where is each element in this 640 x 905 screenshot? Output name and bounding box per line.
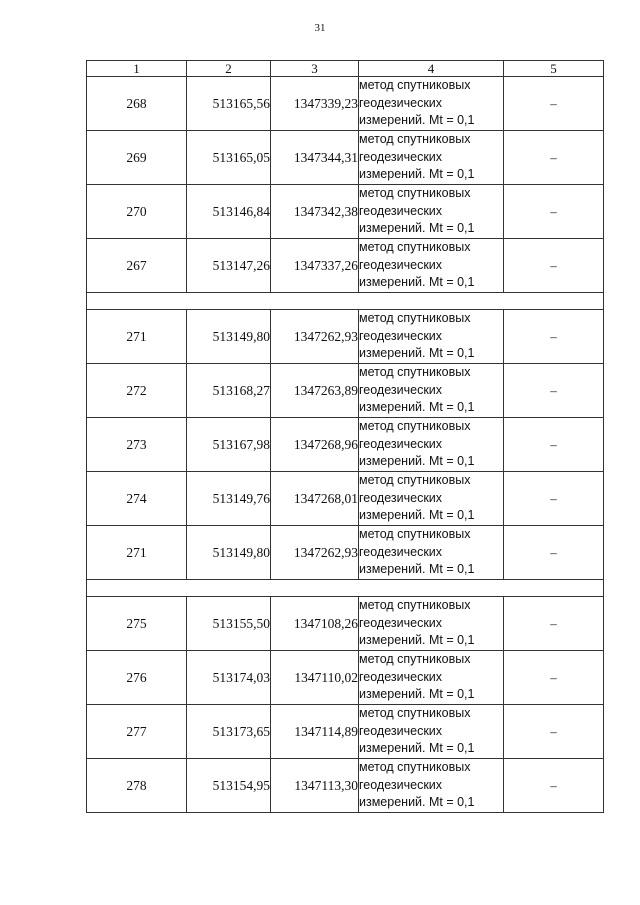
header-col-4: 4: [359, 61, 504, 77]
note-cell: –: [504, 705, 604, 759]
point-number-cell: 270: [87, 185, 187, 239]
table-row: [87, 310, 604, 364]
table-row: [87, 77, 604, 131]
note-cell: –: [504, 651, 604, 705]
x-coordinate-cell: 513149,76: [187, 472, 271, 526]
table-row: [87, 705, 604, 759]
method-cell: метод спутниковых геодезических измерений. Mt = 0,1: [359, 705, 504, 759]
point-number-cell: 271: [87, 526, 187, 580]
x-coordinate-cell: 513147,26: [187, 239, 271, 293]
y-coordinate-cell: 1347113,30: [271, 759, 359, 813]
y-coordinate-cell: 1347262,93: [271, 310, 359, 364]
x-coordinate-cell: 513149,80: [187, 310, 271, 364]
x-coordinate-cell: 513168,27: [187, 364, 271, 418]
note-cell: –: [504, 759, 604, 813]
y-coordinate-cell: 1347110,02: [271, 651, 359, 705]
point-number-cell: 271: [87, 310, 187, 364]
point-number-cell: 275: [87, 597, 187, 651]
method-cell: метод спутниковых геодезических измерений. Mt = 0,1: [359, 418, 504, 472]
group-separator-cell: [87, 580, 604, 597]
y-coordinate-cell: 1347114,89: [271, 705, 359, 759]
y-coordinate-cell: 1347108,26: [271, 597, 359, 651]
table-row: [87, 418, 604, 472]
table-row: [87, 759, 604, 813]
table-row: [87, 597, 604, 651]
method-cell: метод спутниковых геодезических измерений. Mt = 0,1: [359, 364, 504, 418]
method-cell: метод спутниковых геодезических измерений. Mt = 0,1: [359, 472, 504, 526]
point-number-cell: 277: [87, 705, 187, 759]
group-separator-cell: [87, 293, 604, 310]
x-coordinate-cell: 513167,98: [187, 418, 271, 472]
table-header-row: [87, 61, 604, 77]
point-number-cell: 272: [87, 364, 187, 418]
x-coordinate-cell: 513146,84: [187, 185, 271, 239]
note-cell: –: [504, 77, 604, 131]
table-row: [87, 185, 604, 239]
method-cell: метод спутниковых геодезических измерений. Mt = 0,1: [359, 759, 504, 813]
page-number: 31: [314, 22, 326, 34]
y-coordinate-cell: 1347263,89: [271, 364, 359, 418]
note-cell: –: [504, 526, 604, 580]
x-coordinate-cell: 513165,05: [187, 131, 271, 185]
x-coordinate-cell: 513154,95: [187, 759, 271, 813]
note-cell: –: [504, 185, 604, 239]
point-number-cell: 273: [87, 418, 187, 472]
group-separator-row: [87, 293, 604, 310]
note-cell: –: [504, 597, 604, 651]
table-row: [87, 651, 604, 705]
method-cell: метод спутниковых геодезических измерений. Mt = 0,1: [359, 185, 504, 239]
point-number-cell: 267: [87, 239, 187, 293]
method-cell: метод спутниковых геодезических измерений. Mt = 0,1: [359, 77, 504, 131]
coordinates-table: [86, 60, 604, 813]
header-col-2: 2: [187, 61, 271, 77]
note-cell: –: [504, 418, 604, 472]
x-coordinate-cell: 513149,80: [187, 526, 271, 580]
note-cell: –: [504, 364, 604, 418]
group-separator-row: [87, 580, 604, 597]
point-number-cell: 269: [87, 131, 187, 185]
table-body: [87, 77, 604, 813]
table-row: [87, 472, 604, 526]
y-coordinate-cell: 1347262,93: [271, 526, 359, 580]
note-cell: –: [504, 131, 604, 185]
point-number-cell: 274: [87, 472, 187, 526]
header-col-5: 5: [504, 61, 604, 77]
table-row: [87, 526, 604, 580]
y-coordinate-cell: 1347344,31: [271, 131, 359, 185]
table-row: [87, 239, 604, 293]
point-number-cell: 278: [87, 759, 187, 813]
note-cell: –: [504, 239, 604, 293]
point-number-cell: 276: [87, 651, 187, 705]
method-cell: метод спутниковых геодезических измерений. Mt = 0,1: [359, 651, 504, 705]
table-row: [87, 131, 604, 185]
x-coordinate-cell: 513173,65: [187, 705, 271, 759]
x-coordinate-cell: 513155,50: [187, 597, 271, 651]
x-coordinate-cell: 513174,03: [187, 651, 271, 705]
y-coordinate-cell: 1347268,96: [271, 418, 359, 472]
table-row: [87, 364, 604, 418]
point-number-cell: 268: [87, 77, 187, 131]
y-coordinate-cell: 1347337,26: [271, 239, 359, 293]
y-coordinate-cell: 1347339,23: [271, 77, 359, 131]
note-cell: –: [504, 472, 604, 526]
method-cell: метод спутниковых геодезических измерений. Mt = 0,1: [359, 239, 504, 293]
method-cell: метод спутниковых геодезических измерений. Mt = 0,1: [359, 526, 504, 580]
y-coordinate-cell: 1347268,01: [271, 472, 359, 526]
method-cell: метод спутниковых геодезических измерений. Mt = 0,1: [359, 131, 504, 185]
header-col-1: 1: [87, 61, 187, 77]
method-cell: метод спутниковых геодезических измерений. Mt = 0,1: [359, 597, 504, 651]
note-cell: –: [504, 310, 604, 364]
header-col-3: 3: [271, 61, 359, 77]
y-coordinate-cell: 1347342,38: [271, 185, 359, 239]
x-coordinate-cell: 513165,56: [187, 77, 271, 131]
method-cell: метод спутниковых геодезических измерений. Mt = 0,1: [359, 310, 504, 364]
